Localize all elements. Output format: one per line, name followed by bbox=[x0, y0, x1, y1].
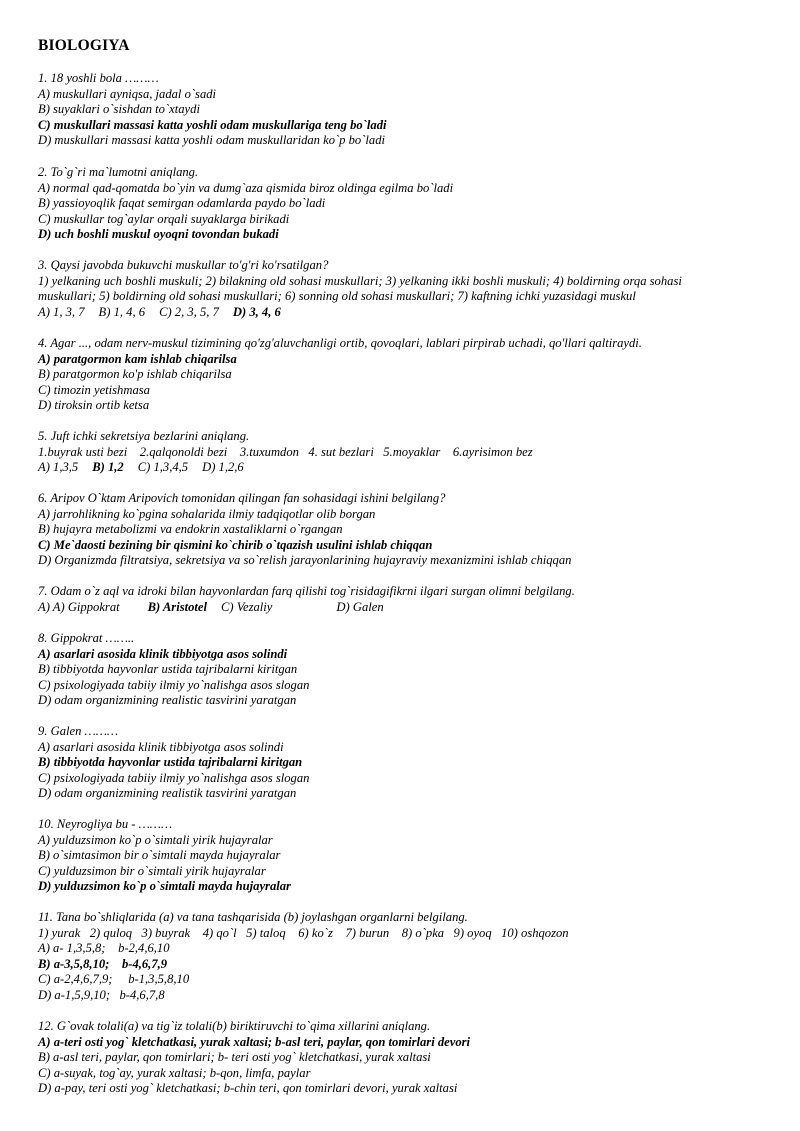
question-2-option-c: C) muskullar tog`aylar orqali suyaklarga birikadi bbox=[38, 211, 290, 226]
document-title: BIOLOGIYA bbox=[38, 37, 130, 54]
question-6-option-d: D) Organizmda filtratsiya, sekretsiya va so`relish jarayonlarining hujayraviy mexanizmini ishlab chiqqan bbox=[38, 553, 572, 568]
question-11-option-b-correct: B) a-3,5,8,10; b-4,6,7,9 bbox=[38, 956, 168, 971]
question-6-option-b: B) hujayra metabolizmi va endokrin xastaliklarni o`rgangan bbox=[38, 522, 343, 537]
question-5-option-b-correct: B) 1,2 bbox=[92, 460, 124, 475]
question-5-option-a: A) 1,3,5 bbox=[38, 460, 79, 475]
question-1-option-c-correct: C) muskullari massasi katta yoshli odam muskullariga teng bo`ladi bbox=[38, 117, 387, 132]
question-1 bbox=[38, 71, 778, 149]
question-10 bbox=[38, 817, 778, 895]
question-9-option-c: C) psixologiyada tabiiy ilmiy yo`nalishga asos slogan bbox=[38, 770, 310, 785]
question-3 bbox=[38, 258, 778, 320]
question-12 bbox=[38, 1019, 778, 1097]
question-1-option-b: B) suyaklari o`sishdan to`xtaydi bbox=[38, 102, 200, 117]
question-7 bbox=[38, 584, 778, 615]
question-8-option-b: B) tibbiyotda hayvonlar ustida tajribalarni kiritgan bbox=[38, 662, 298, 677]
question-2 bbox=[38, 165, 778, 243]
question-4 bbox=[38, 336, 778, 414]
question-11 bbox=[38, 910, 778, 1004]
question-1-option-d: D) muskullari massasi katta yoshli odam muskullaridan ko`p bo`ladi bbox=[38, 133, 386, 148]
question-1-text: 1. 18 yoshli bola ……… bbox=[38, 71, 159, 85]
question-7-options bbox=[38, 600, 778, 616]
question-11-text: 11. Tana bo`shliqlarida (a) va tana tashqarisida (b) joylashgan organlarni belgilang. bbox=[38, 910, 468, 924]
question-10-option-c: C) yulduzsimon bir o`simtali yirik hujayralar bbox=[38, 863, 266, 878]
question-3-text: 3. Qaysi javobda bukuvchi muskullar to'g'ri ko'rsatilgan? bbox=[38, 258, 329, 272]
question-6-option-c-correct: C) Me`daosti bezining bir qismini ko`chirib o`tqazish usulini ishlab chiqqan bbox=[38, 537, 433, 552]
question-10-text: 10. Neyrogliya bu - ……… bbox=[38, 817, 173, 831]
question-3-option-c: C) 2, 3, 5, 7 bbox=[159, 304, 219, 319]
question-4-option-b: B) paratgormon ko'p ishlab chiqarilsa bbox=[38, 367, 232, 382]
question-5-text: 5. Juft ichki sekretsiya bezlarini aniqlang. bbox=[38, 429, 250, 443]
question-9-option-b-correct: B) tibbiyotda hayvonlar ustida tajribalarni kiritgan bbox=[38, 755, 303, 770]
question-5-option-c: C) 1,3,4,5 bbox=[137, 460, 189, 475]
question-5-option-d: D) 1,2,6 bbox=[202, 460, 244, 475]
question-11-option-c: C) a-2,4,6,7,9; b-1,3,5,8,10 bbox=[38, 972, 190, 987]
question-4-option-a-correct: A) paratgormon kam ishlab chiqarilsa bbox=[38, 351, 237, 366]
question-8-text: 8. Gippokrat …….. bbox=[38, 631, 135, 645]
question-8 bbox=[38, 631, 778, 709]
question-12-option-b: B) a-asl teri, paylar, qon tomirlari; b- teri osti yog` kletchatkasi, yurak xaltasi bbox=[38, 1050, 431, 1065]
question-4-option-d: D) tiroksin ortib ketsa bbox=[38, 398, 150, 413]
question-8-option-c: C) psixologiyada tabiiy ilmiy yo`nalishga asos slogan bbox=[38, 677, 310, 692]
question-2-option-d-correct: D) uch boshli muskul oyoqni tovondan bukadi bbox=[38, 227, 279, 242]
question-5-options bbox=[38, 460, 778, 476]
question-12-text: 12. G`ovak tolali(a) va tig`iz tolali(b) biriktiruvchi to`qima xillarini aniqlang. bbox=[38, 1019, 431, 1033]
question-7-option-d: D) Galen bbox=[336, 599, 384, 614]
question-9 bbox=[38, 724, 778, 802]
question-5 bbox=[38, 429, 778, 476]
question-11-option-a: A) a- 1,3,5,8; b-2,4,6,10 bbox=[38, 941, 170, 956]
question-8-option-a-correct: A) asarlari asosida klinik tibbiyotga asos solindi bbox=[38, 646, 288, 661]
question-11-items: 1) yurak 2) quloq 3) buyrak 4) qo`l 5) taloq 6) ko`z 7) burun 8) o`pka 9) oyoq 10) oshqozon bbox=[38, 925, 569, 940]
question-3-items-line-1: 1) yelkaning uch boshli muskuli; 2) bilakning old sohasi muskullari; 3) yelkaning ikki boshli muskuli; 4) boldirning orqa sohasi bbox=[38, 273, 682, 288]
question-2-option-b: B) yassioyoqlik faqat semirgan odamlarda paydo bo`ladi bbox=[38, 196, 326, 211]
question-8-option-d: D) odam organizmining realistic tasvirini yaratgan bbox=[38, 693, 297, 708]
question-10-option-d-correct: D) yulduzsimon ko`p o`simtali mayda hujayralar bbox=[38, 879, 291, 894]
question-3-option-d-correct: D) 3, 4, 6 bbox=[232, 304, 281, 319]
question-6-option-a: A) jarrohlikning ko`pgina sohalarida ilmiy tadqiqotlar olib borgan bbox=[38, 506, 376, 521]
question-12-option-a-correct: A) a-teri osti yog` kletchatkasi, yurak xaltasi; b-asl teri, paylar, qon tomirlari devori bbox=[38, 1034, 471, 1049]
question-6-text: 6. Aripov O`ktam Aripovich tomonidan qilingan fan sohasidagi ishini belgilang? bbox=[38, 491, 446, 505]
question-6 bbox=[38, 491, 778, 569]
question-7-text: 7. Odam o`z aql va idroki bilan hayvonlardan farq qilishi tog`risidagifikrni ilgari surgan olimni belgilang. bbox=[38, 584, 575, 598]
question-3-options bbox=[38, 305, 778, 321]
question-2-option-a: A) normal qad-qomatda bo`yin va dumg`aza qismida biroz oldinga egilma bo`ladi bbox=[38, 180, 454, 195]
question-3-option-b: B) 1, 4, 6 bbox=[98, 304, 146, 319]
question-12-option-c: C) a-suyak, tog`ay, yurak xaltasi; b-qon, limfa, paylar bbox=[38, 1065, 311, 1080]
question-4-option-c: C) timozin yetishmasa bbox=[38, 382, 150, 397]
question-7-option-a: A) A) Gippokrat bbox=[38, 599, 120, 614]
question-5-items: 1.buyrak usti bezi 2.qalqonoldi bezi 3.tuxumdon 4. sut bezlari 5.moyaklar 6.ayrisimon bez bbox=[38, 444, 533, 459]
question-9-option-d: D) odam organizmining realistik tasvirini yaratgan bbox=[38, 786, 297, 801]
question-7-option-c: C) Vezaliy bbox=[220, 599, 273, 614]
question-3-items-line-2: muskullari; 5) boldirning old sohasi muskullari; 6) sonning old sohasi muskullari; 7) kaftning ichki yuzasidagi muskul bbox=[38, 289, 636, 304]
question-9-option-a: A) asarlari asosida klinik tibbiyotga asos solindi bbox=[38, 739, 284, 754]
question-4-text: 4. Agar ..., odam nerv-muskul tizimining qo'zg'aluvchanligi ortib, qovoqlari, lablari pirpirab uchadi, qo'llari qaltiraydi. bbox=[38, 336, 642, 350]
question-10-option-a: A) yulduzsimon ko`p o`simtali yirik hujayralar bbox=[38, 832, 273, 847]
question-10-option-b: B) o`simtasimon bir o`simtali mayda hujayralar bbox=[38, 848, 281, 863]
question-3-option-a: A) 1, 3, 7 bbox=[38, 304, 85, 319]
question-2-text: 2. To`g`ri ma`lumotni aniqlang. bbox=[38, 165, 199, 179]
question-1-option-a: A) muskullari ayniqsa, jadal o`sadi bbox=[38, 86, 217, 101]
question-7-option-b-correct: B) Aristotel bbox=[147, 599, 207, 614]
question-12-option-d: D) a-pay, teri osti yog` kletchatkasi; b-chin teri, qon tomirlari devori, yurak xaltasi bbox=[38, 1081, 458, 1096]
question-9-text: 9. Galen ……… bbox=[38, 724, 119, 738]
question-11-option-d: D) a-1,5,9,10; b-4,6,7,8 bbox=[38, 987, 165, 1002]
